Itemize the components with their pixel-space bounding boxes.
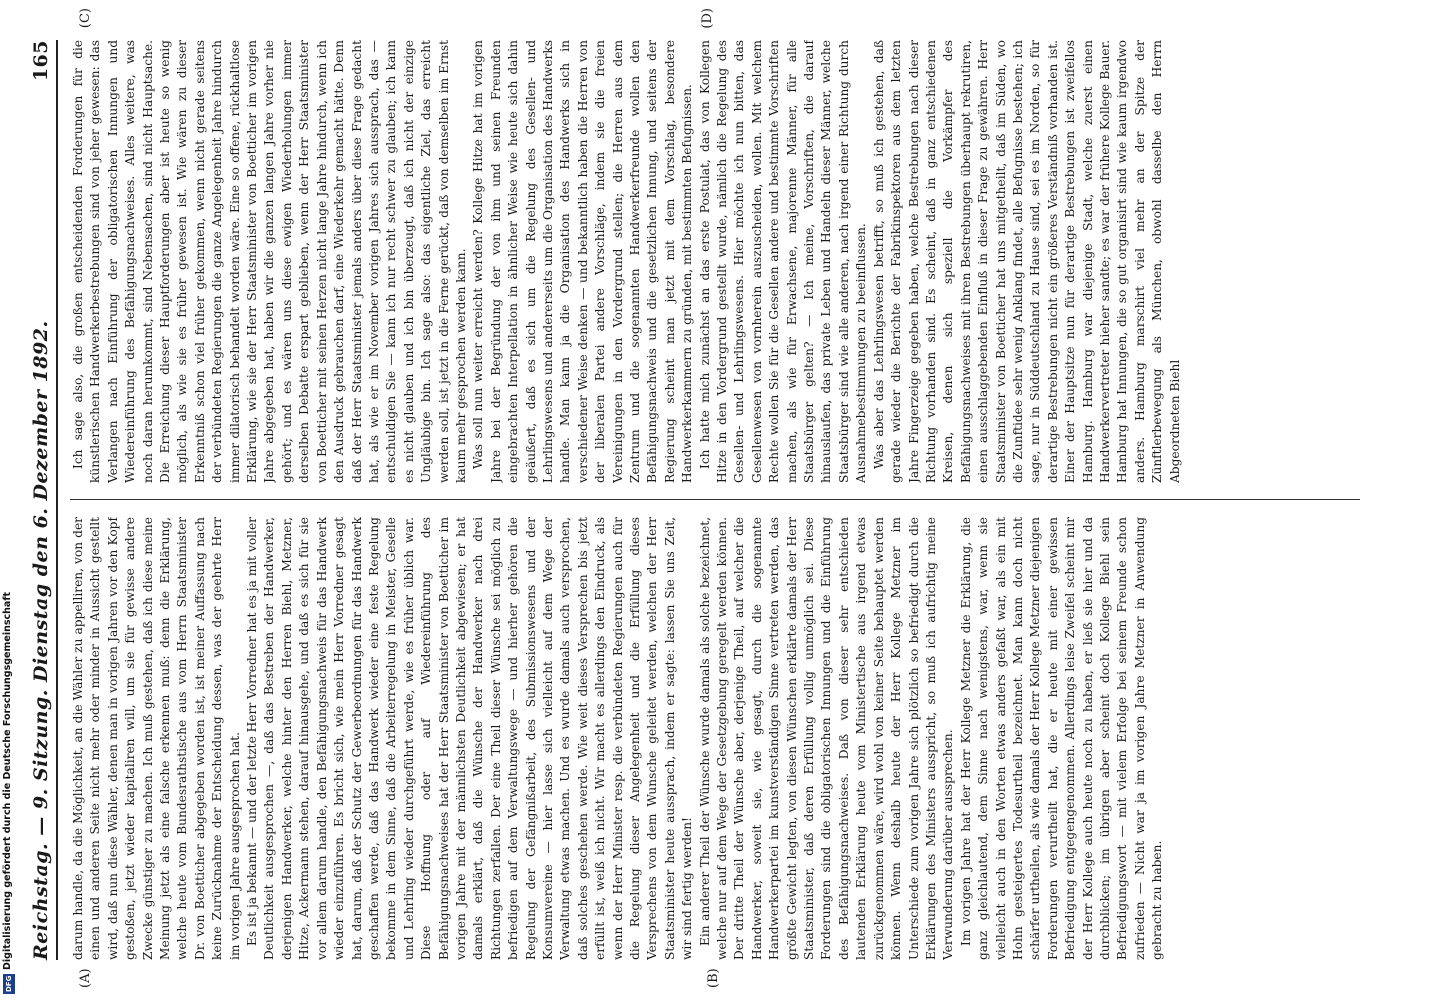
dfg-logo: DFG (5, 975, 13, 993)
header-rule (56, 40, 58, 960)
paragraph: Ich hatte mich zunächst an das erste Postulat, das von Kollegen Hitze in den Vordergrund gestellt wurde, nämlich die Regelung des Gesellen- und Lehrlingswesens. Hier möchte ich nun bitten, das Gesellenwesen von vornherein auszuscheiden, wollen. Mit welchem Rechte wollen Sie für die Gesellen andere und bestimmte Vorschriften machen, als wie für Erwachsene, majorenne Männer, für alle Staatsbürger gelten? — Ich meine, Vorschriften, die darauf hinauslaufen, das private Leben und Handeln dieser Männer, welche Staatsbürger sind wie alle anderen, nach irgend einer Richtung durch Ausnahmebestimmungen zu beeinflussen. (697, 40, 869, 483)
paragraph: Es ist ja bekannt — und der letzte Herr Vorredner hat es ja mit voller Deutlichkeit ausgesprochen —, daß das Bestreben der Handwerker, derjenigen Handwerker, welche hinter den Herren Biehl, Metzner, Hitze, Ackermann stehen, darauf hinausgehe, und daß es sich für sie vor allem darum handle, den Befähigungsnachweis für das Handwerk wieder einzuführen. Es bricht sich, wie mein Herr Vorredner gesagt hat, darum, daß der Schutz der Gewerbeordnungen für das Handwerk geschaffen werde, daß das Handwerk wieder eine feste Regelung bekomme in dem Sinne, daß die Arbeiterregelung in Meister, Geselle und Lehrling wieder durchgeführt werde, wie es früher üblich war. Diese Hoffnung oder auf Wiedereinführung des Befähigungsnachweises hat der Herr Staatsminister von Boetticher im vorigen Jahre mit der männlichsten Deutlichkeit abgewiesen; er hat damals erklärt, daß die Wünsche der Handwerker nach drei Richtungen zerfallen. Der eine Theil dieser Wünsche sei möglich zu befriedigen auf dem Verwaltungswege — und hierher gehören die Regelung der Gefängnißarbeit, des Submissionswesens und der Konsumvereine — hier lasse sich vielleicht auf dem Wege der Verwaltung etwas machen. Und es wurde damals auch versprochen, daß solches geschehen werde. Wie weit dieses Versprechen bis jetzt erfüllt ist, weiß ich nicht. Wir macht es allerdings den Eindruck, als wenn der Herr Minister resp. die verbündeten Regierungen auch für die Regelung dieser Angelegenheit und die Erfüllung dieses Versprechens von dem Wunsche geleitet werden, welchen der Herr Staatsminister heute aussprach, indem er sagte: lassen Sie uns Zeit, wir sind fertig werden! (245, 517, 695, 960)
right-column (70, 40, 1360, 483)
paragraph: Ich sage also, die großen entscheidenden Forderungen für die künstlerischen Handwerkerbestrebungen sind von jeher gewesen: das Verlangen nach Einführung der obligatorischen Innungen und Wiedereinführung des Befähigungsnachweises. Alles weitere, was noch daran herumkommt, sind Nebensachen, sind nicht Hauptsache. Die Erreichung dieser Hauptforderungen aber ist heute so wenig möglich, als wie sie es früher gewesen ist. Wie wären zu dieser Erkenntniß schon viel früher gekommen, wenn nicht gerade seitens der verbündeten Regierungen die ganze Angelegenheit Jahre hindurch immer dilatorisch behandelt worden wäre. Eine so offene, rückhaltlose Erklärung, wie sie der Herr Staatsminister von Boetticher im vorigen Jahre abgegeben hat, haben wir die ganzen langen Jahre vorher nie gehört; und es wären uns diese ewigen Wiederholungen immer derselben Debatte erspart geblieben, wenn der Herr Staatsminister von Boetticher mit seinen Herzen nicht lange Jahre hindurch, wenn ich den Ausdruck gebrauchen darf, eine Wiederkehr gemacht hätte. Denn daß der Herr Staatsminister jemals anders über diese Frage gedacht hat, als wie er im November vorigen Jahres sich aussprach, das — entschuldigen Sie — kann ich nur recht schwer zu glauben; ich kann es nicht glauben und ich bin überzeugt, daß ich nicht der einzige Ungläubige bin. Ich sage also: das eigentliche Ziel, das erreicht werden soll, ist jetzt in die Ferne gerückt, daß von demselben im Ernst kaum mehr gesprochen werden kann. (71, 40, 468, 483)
text-columns (70, 40, 1360, 960)
paragraph: Was aber das Lehrlingswesen betrifft, so muß ich gestehen, daß gerade wieder die Berichte der Fabrikinspektoren aus dem letzten Jahre Fingerzeige gegeben haben, welche Bestrebungen nach dieser Richtung vorhanden sind. Es scheint, daß in ganz entschiedenen Kreisen, denen sich speziell die Vorkämpfer des Befähigungsnachweises mit ihren Bestrebungen überhaupt rekrutiren, einen ausschlaggebenden Einfluß in dieser Frage zu gewähren. Herr Staatsminister von Boetticher hat uns mitgetheilt, daß im Süden, wo die Zunftidee sehr wenig Anklang findet, alle Befugnisse bestehen; ich sage, nur in Süddeutschland zu Hause sind, sei es im Norden, so für derartige Bestrebungen nicht ein größeres Verständniß vorhanden ist. Einer der Hauptsitze nun für derartige Bestrebungen ist zweifellos Hamburg. Hamburg war diejenige Stadt, welche zuerst einen Handwerkervertreter hieher sandte; es war der frühere Kollege Bauer. Hamburg hat Innungen, die so gut organisirt sind wie kaum irgendwo anders. Hamburg marschirt viel mehr an der Spitze der Zünftlerbewegung als München, obwohl dasselbe den Herrn Abgeordneten Biehl (871, 40, 1182, 483)
paragraph: darum handle, da die Möglichkeit, an die Wähler zu appelliren, von der einen und anderen Seite nicht mehr oder minder in Aussicht gestellt wird, daß nun diese Wähler, denen man in vorigen Jahren vor den Kopf gestoßen, jetzt wieder kapitaliren will, um sie für gewisse andere Zwecke günstiger zu machen. Ich muß gestehen, daß ich diese meine Meinung jetzt als eine falsche erkennen muß: denn die Erklärung, welche heute vom Bundesrathstische aus vom Herrn Staatsminister Dr. von Boetticher abgegeben worden ist, ist meiner Auffassung nach keine Zurücknahme der Entscheidung dessen, was der geehrte Herr im vorigen Jahre ausgesprochen hat. (71, 517, 242, 960)
left-column (70, 517, 1360, 960)
margin-marker-c: (C) (78, 8, 93, 29)
page-number: 165 (30, 40, 52, 82)
digitization-note: Digitalisierung gefördert durch die Deutsche Forschungsgemeinschaft (2, 592, 13, 970)
margin-marker-b: (B) (706, 968, 721, 988)
paragraph: Ein anderer Theil der Wünsche wurde damals als solche bezeichnet, welche nur auf dem Wege der Gesetzgebung geregelt werden können. Der dritte Theil der Wünsche aber, derjenige Theil, auf welcher die Handwerker, soweit sie, wie gesagt, durch die sogenannte Handwerkerpartei im kunstverständigen Sinne vertreten werden, das größte Gewicht legten, von diesen Wünschen erklärte damals der Herr Staatsminister, daß deren Erfüllung vollig unmöglich sei. Diese Forderungen sind die obligatorischen Innungen und die Einführung des Befähigungsnachweises. Daß von dieser sehr entschieden lautenden Erklärung heute vom Ministertische aus irgend etwas zurückgenommen wäre, wird wohl von keiner Seite behauptet werden können. Wenn deshalb heute der Herr Kollege Metzner im Unterschiede zum vorigen Jahre sich plötzlich so befriedigt durch die Erklärungen des Ministers ausspricht, so muß ich aufrichtig meine Verwunderung darüber aussprechen. (697, 517, 956, 960)
header-title: Reichstag. — 9. Sitzung. Dienstag den 6. Dezember 1892. (30, 320, 52, 960)
margin-marker-d: (D) (700, 8, 715, 29)
paragraph: Was soll nun weiter erreicht werden? Kollege Hitze hat im vorigen Jahre bei der Begründung der von ihm und seinen Freunden eingebrachten Interpellation in ähnlicher Weise wie heute sich dahin geäußert, daß es sich um die Regelung des Gesellen- und Lehrlingswesens und andererseits um die Organisation des Handwerks handle. Man kann ja die Organisation des Handwerks sich in verschiedener Weise denken — und bekanntlich haben die Herren von der liberalen Partei andere Vorschläge, indem sie die freien Vereinigungen in den Vordergrund stellen; die Herren aus dem Zentrum und die sogenannten Handwerkerfreunde wollen den Befähigungsnachweis und die gesetzlichen Innung, und seitens der Regierung scheint man jetzt mit dem Vorschlag, besondere Handwerkerkammern zu gründen, mit bestimmten Befugnissen. (471, 40, 695, 483)
paragraph: Im vorigen Jahre hat der Herr Kollege Metzner die Erklärung, die ganz gleichlautend, dem Sinne nach wenigstens, war, wenn sie vielleicht auch in den Worten etwas anders gefaßt war, als ein mit Hohn gesteigertes Todesurtheil bezeichnet. Man kann doch nicht schärfer urtheilen, als wie damals der Herr Kollege Metzner diejenigen Forderungen verurtheilt hat, die er heute mit einer gewissen Befriedigung entgegengenommen. Allerdings leise Zweifel scheint mir der Herr Kollege auch heute noch zu haben, er ließ sie hier und da durchblicken; im übrigen aber scheint doch Kollege Biehl sein Befriedigungswort — mit vielem Erfolge bei seinem Freunde schon zufrieden — Nicht war ja im vorigen Jahre Metzner in Anwendung gebracht zu haben. (958, 517, 1165, 960)
page-header (26, 40, 56, 960)
margin-marker-a: (A) (78, 968, 93, 988)
digitization-strip (0, 0, 18, 1000)
